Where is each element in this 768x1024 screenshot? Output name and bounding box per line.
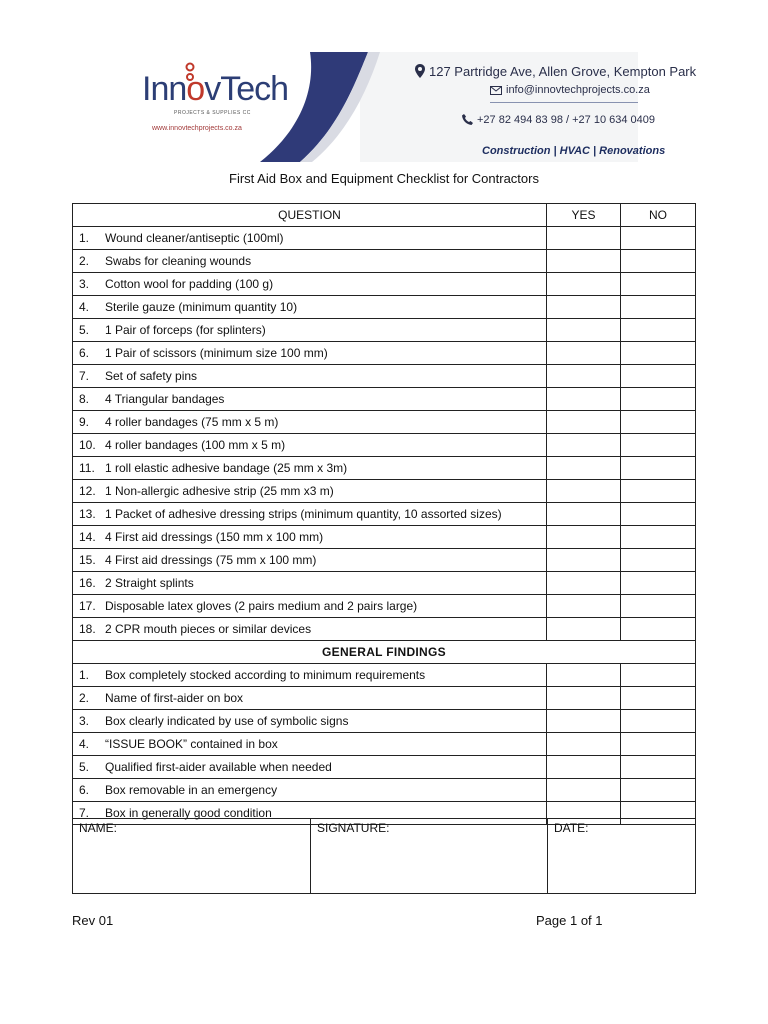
signoff-table (72, 818, 696, 894)
no-checkbox-cell[interactable] (621, 503, 696, 526)
no-checkbox-cell[interactable] (621, 319, 696, 342)
equipment-item-number: 8. (79, 392, 90, 406)
yes-checkbox-cell[interactable] (547, 480, 621, 503)
finding-item-question (73, 664, 547, 687)
email-icon (490, 86, 502, 95)
no-checkbox-cell[interactable] (621, 457, 696, 480)
no-checkbox-cell[interactable] (621, 388, 696, 411)
date-field[interactable] (548, 819, 696, 894)
equipment-item-row (73, 273, 696, 296)
equipment-item-number: 7. (79, 369, 90, 383)
equipment-item-row (73, 526, 696, 549)
equipment-item-text: 4 Triangular bandages (105, 392, 225, 406)
location-pin-icon (415, 64, 425, 78)
finding-item-number: 3. (79, 714, 90, 728)
finding-item-number: 7. (79, 806, 90, 820)
equipment-item-number: 14. (79, 530, 96, 544)
signature-field[interactable] (311, 819, 548, 894)
equipment-item-number: 10. (79, 438, 96, 452)
yes-checkbox-cell[interactable] (547, 618, 621, 641)
equipment-item-text: 4 First aid dressings (75 mm x 100 mm) (105, 553, 317, 567)
page-number: Page 1 of 1 (536, 913, 603, 928)
equipment-item-question (73, 250, 547, 273)
finding-item-number: 1. (79, 668, 90, 682)
yes-checkbox-cell[interactable] (547, 756, 621, 779)
general-findings-header-row (73, 641, 696, 664)
no-checkbox-cell[interactable] (621, 756, 696, 779)
equipment-item-question (73, 365, 547, 388)
contact-address (415, 64, 696, 79)
yes-checkbox-cell[interactable] (547, 273, 621, 296)
yes-checkbox-cell[interactable] (547, 227, 621, 250)
equipment-item-number: 17. (79, 599, 96, 613)
equipment-item-row (73, 365, 696, 388)
equipment-item-text: Cotton wool for padding (100 g) (105, 277, 274, 291)
equipment-item-row (73, 549, 696, 572)
equipment-item-text: 2 CPR mouth pieces or similar devices (105, 622, 312, 636)
contact-divider (490, 102, 638, 103)
yes-checkbox-cell[interactable] (547, 411, 621, 434)
no-checkbox-cell[interactable] (621, 664, 696, 687)
finding-item-number: 2. (79, 691, 90, 705)
equipment-item-question (73, 503, 547, 526)
no-checkbox-cell[interactable] (621, 365, 696, 388)
no-checkbox-cell[interactable] (621, 273, 696, 296)
finding-item-row (73, 779, 696, 802)
no-column-header: NO (621, 204, 696, 227)
finding-item-text: Qualified first-aider available when needed (105, 760, 332, 774)
finding-item-number: 4. (79, 737, 90, 751)
checklist-table (72, 203, 696, 825)
table-header-row (73, 204, 696, 227)
yes-checkbox-cell[interactable] (547, 250, 621, 273)
equipment-item-row (73, 388, 696, 411)
equipment-item-number: 2. (79, 254, 90, 268)
equipment-item-text: Set of safety pins (105, 369, 198, 383)
equipment-item-number: 6. (79, 346, 90, 360)
equipment-item-question (73, 273, 547, 296)
finding-item-question (73, 756, 547, 779)
equipment-item-text: 1 Pair of scissors (minimum size 100 mm) (105, 346, 328, 360)
yes-column-header: YES (547, 204, 621, 227)
equipment-item-question (73, 319, 547, 342)
no-checkbox-cell[interactable] (621, 434, 696, 457)
yes-checkbox-cell[interactable] (547, 388, 621, 411)
signoff-row (73, 819, 696, 894)
equipment-item-text: 1 Pair of forceps (for splinters) (105, 323, 266, 337)
equipment-item-row (73, 503, 696, 526)
finding-item-row (73, 710, 696, 733)
equipment-item-number: 18. (79, 622, 96, 636)
contact-phone (462, 114, 655, 126)
equipment-item-row (73, 595, 696, 618)
equipment-item-row (73, 411, 696, 434)
finding-item-text: Name of first-aider on box (105, 691, 244, 705)
equipment-item-number: 15. (79, 553, 96, 567)
header-banner (130, 52, 697, 162)
finding-item-question (73, 687, 547, 710)
equipment-item-row (73, 480, 696, 503)
no-checkbox-cell[interactable] (621, 595, 696, 618)
yes-checkbox-cell[interactable] (547, 733, 621, 756)
equipment-item-number: 3. (79, 277, 90, 291)
equipment-item-number: 4. (79, 300, 90, 314)
finding-item-row (73, 733, 696, 756)
logo-text-part-b: o (186, 70, 205, 108)
equipment-item-row (73, 457, 696, 480)
equipment-item-question (73, 526, 547, 549)
equipment-item-number: 9. (79, 415, 90, 429)
logo-text-part-a: Inn (142, 70, 187, 108)
equipment-item-text: 4 roller bandages (100 mm x 5 m) (105, 438, 286, 452)
yes-checkbox-cell[interactable] (547, 687, 621, 710)
address-text: 127 Partridge Ave, Allen Grove, Kempton Park (429, 64, 697, 79)
company-logo (142, 70, 288, 109)
phone-icon (462, 114, 473, 125)
yes-checkbox-cell[interactable] (547, 595, 621, 618)
revision-label: Rev 01 (72, 913, 114, 928)
equipment-item-number: 1. (79, 231, 90, 245)
no-checkbox-cell[interactable] (621, 618, 696, 641)
finding-item-text: “ISSUE BOOK” contained in box (105, 737, 278, 751)
equipment-item-question (73, 480, 547, 503)
equipment-item-text: 2 Straight splints (105, 576, 194, 590)
equipment-item-question (73, 434, 547, 457)
equipment-item-text: 1 Packet of adhesive dressing strips (minimum quantity, 10 assorted sizes) (105, 507, 502, 521)
yes-checkbox-cell[interactable] (547, 710, 621, 733)
equipment-item-question (73, 227, 547, 250)
equipment-item-number: 13. (79, 507, 96, 521)
date-label: DATE: (554, 821, 589, 835)
finding-item-number: 5. (79, 760, 90, 774)
equipment-item-row (73, 319, 696, 342)
equipment-item-text: 1 roll elastic adhesive bandage (25 mm x 3m) (105, 461, 348, 475)
no-checkbox-cell[interactable] (621, 526, 696, 549)
equipment-item-row (73, 342, 696, 365)
no-checkbox-cell[interactable] (621, 342, 696, 365)
equipment-item-text: Swabs for cleaning wounds (105, 254, 252, 268)
equipment-item-question (73, 342, 547, 365)
equipment-item-question (73, 296, 547, 319)
services-tagline: Construction | HVAC | Renovations (482, 145, 666, 157)
no-checkbox-cell[interactable] (621, 572, 696, 595)
yes-checkbox-cell[interactable] (547, 549, 621, 572)
finding-item-number: 6. (79, 783, 90, 797)
yes-checkbox-cell[interactable] (547, 296, 621, 319)
question-column-header: QUESTION (73, 204, 547, 227)
equipment-item-number: 16. (79, 576, 96, 590)
yes-checkbox-cell[interactable] (547, 664, 621, 687)
equipment-item-row (73, 572, 696, 595)
finding-item-row (73, 664, 696, 687)
finding-item-text: Box completely stocked according to minimum requirements (105, 668, 426, 682)
no-checkbox-cell[interactable] (621, 710, 696, 733)
equipment-item-text: Wound cleaner/antiseptic (100ml) (105, 231, 284, 245)
yes-checkbox-cell[interactable] (547, 365, 621, 388)
no-checkbox-cell[interactable] (621, 549, 696, 572)
no-checkbox-cell[interactable] (621, 779, 696, 802)
yes-checkbox-cell[interactable] (547, 572, 621, 595)
equipment-item-text: 4 roller bandages (75 mm x 5 m) (105, 415, 279, 429)
no-checkbox-cell[interactable] (621, 296, 696, 319)
equipment-item-question (73, 457, 547, 480)
contact-email (490, 84, 650, 96)
phone-text: +27 82 494 83 98 / +27 10 634 0409 (477, 114, 655, 126)
email-text: info@innovtechprojects.co.za (506, 84, 650, 96)
logo-text-part-c: vTech (204, 70, 289, 108)
equipment-item-number: 11. (79, 461, 95, 475)
finding-item-text: Box in generally good condition (105, 806, 272, 820)
yes-checkbox-cell[interactable] (547, 434, 621, 457)
finding-item-text: Box clearly indicated by use of symbolic signs (105, 714, 349, 728)
equipment-item-row (73, 296, 696, 319)
equipment-item-text: Disposable latex gloves (2 pairs medium and 2 pairs large) (105, 599, 418, 613)
equipment-item-question (73, 411, 547, 434)
yes-checkbox-cell[interactable] (547, 319, 621, 342)
general-findings-heading: GENERAL FINDINGS (73, 641, 696, 664)
general-findings-items (73, 664, 696, 825)
equipment-item-question (73, 595, 547, 618)
finding-item-question (73, 733, 547, 756)
equipment-item-text: 4 First aid dressings (150 mm x 100 mm) (105, 530, 324, 544)
yes-checkbox-cell[interactable] (547, 457, 621, 480)
equipment-item-number: 5. (79, 323, 90, 337)
equipment-item-question (73, 618, 547, 641)
finding-item-question (73, 710, 547, 733)
logo-subtitle: PROJECTS & SUPPLIES CC (174, 110, 251, 116)
no-checkbox-cell[interactable] (621, 227, 696, 250)
equipment-item-question (73, 388, 547, 411)
name-label: NAME: (79, 821, 118, 835)
no-checkbox-cell[interactable] (621, 687, 696, 710)
equipment-item-text: 1 Non-allergic adhesive strip (25 mm x3 m) (105, 484, 334, 498)
yes-checkbox-cell[interactable] (547, 342, 621, 365)
equipment-item-row (73, 434, 696, 457)
equipment-item-question (73, 549, 547, 572)
no-checkbox-cell[interactable] (621, 733, 696, 756)
no-checkbox-cell[interactable] (621, 480, 696, 503)
name-field[interactable] (73, 819, 311, 894)
document-title: First Aid Box and Equipment Checklist for Contractors (229, 171, 539, 186)
finding-item-text: Box removable in an emergency (105, 783, 278, 797)
no-checkbox-cell[interactable] (621, 411, 696, 434)
logo-website: www.innovtechprojects.co.za (152, 125, 242, 132)
finding-item-row (73, 687, 696, 710)
signature-label: SIGNATURE: (317, 821, 390, 835)
yes-checkbox-cell[interactable] (547, 526, 621, 549)
finding-item-row (73, 756, 696, 779)
yes-checkbox-cell[interactable] (547, 503, 621, 526)
equipment-item-row (73, 227, 696, 250)
equipment-item-row (73, 250, 696, 273)
equipment-items (73, 227, 696, 641)
equipment-item-number: 12. (79, 484, 96, 498)
yes-checkbox-cell[interactable] (547, 779, 621, 802)
equipment-item-text: Sterile gauze (minimum quantity 10) (105, 300, 298, 314)
no-checkbox-cell[interactable] (621, 250, 696, 273)
finding-item-question (73, 779, 547, 802)
equipment-item-row (73, 618, 696, 641)
equipment-item-question (73, 572, 547, 595)
